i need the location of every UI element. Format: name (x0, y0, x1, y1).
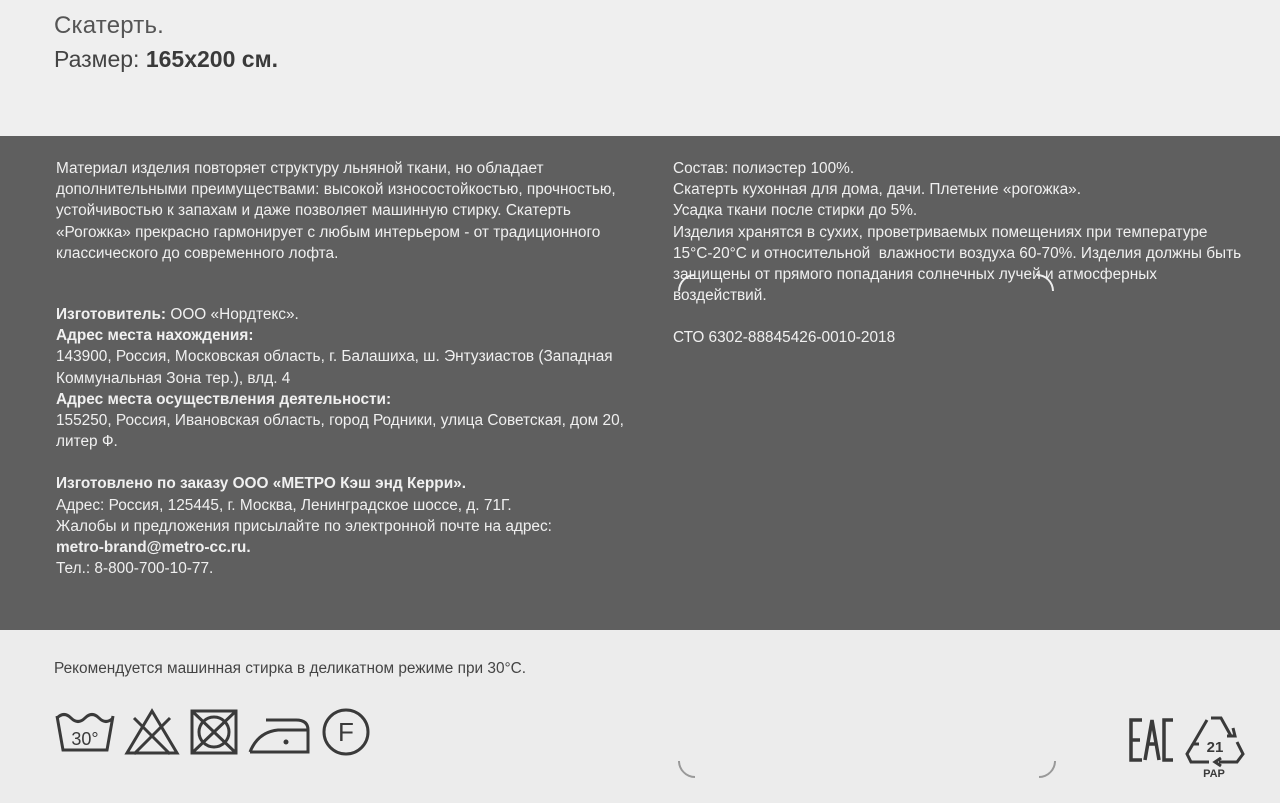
care-section (0, 630, 1280, 803)
right-column (673, 158, 1246, 349)
iron-low-icon (248, 708, 312, 756)
header-section (0, 0, 1280, 136)
product-size (54, 46, 278, 73)
orderer-heading: Изготовлено по заказу ООО «МЕТРО Кэш энд Керри». (56, 475, 467, 493)
manufacturer-label: Изготовитель: (56, 306, 167, 324)
contact-email: metro-brand@metro-cc.ru. (56, 539, 251, 557)
recycle-number: 21 (1206, 739, 1224, 756)
orderer-address: Адрес: Россия, 125445, г. Москва, Ленинградское шоссе, д. 71Г. (56, 496, 512, 514)
wash-30-icon (54, 708, 116, 756)
description-text: Материал изделия повторяет структуру льняной ткани, но обладает дополнительными преимуществами: высокой износостойкостью, прочностью, устойчивостью к запахам и даже позволяет машинную стирку. Скатерть «Рогожка» прекрасно гармонирует с любым интерьером - от традиционного классического до современного лофта. (56, 160, 616, 262)
wash-recommendation: Рекомендуется машинная стирка в деликатном режиме при 30°С. (54, 660, 527, 677)
manufacturer-line (56, 304, 636, 325)
product-title: Скатерть. (54, 12, 165, 39)
no-bleach-icon (124, 708, 180, 756)
activity-label: Адрес места осуществления деятельности: (56, 390, 392, 408)
contact-phone: Тел.: 8-800-700-10-77. (56, 560, 214, 578)
left-column (56, 158, 636, 579)
info-band (0, 136, 1280, 630)
storage-text: Изделия хранятся в сухих, проветриваемых помещениях при температуре 15°C-20°C и относительной влажности воздуха 60-70%. Изделия должны быть защищены от прямого попадания солнечных лучей и атмосферных воздействий. (673, 223, 1246, 305)
usage-text: Скатерть кухонная для дома, дачи. Плетение «рогожка». (673, 181, 1081, 199)
dry-clean-f-icon (320, 706, 372, 758)
recycle-icon (1183, 714, 1245, 778)
composition-text: Состав: полиэстер 100%. (673, 160, 855, 177)
standard-code: СТО 6302-88845426-0010-2018 (673, 329, 896, 347)
size-value: 165x200 см. (145, 46, 278, 72)
recycle-code: PAP (1203, 768, 1225, 778)
dry-clean-letter: F (338, 717, 354, 747)
wash-temp-label: 30° (71, 729, 99, 749)
eac-mark-icon (1128, 716, 1176, 764)
no-tumble-dry-icon (188, 708, 240, 756)
shrinkage-text: Усадка ткани после стирки до 5%. (673, 202, 918, 220)
activity-address: 155250, Россия, Ивановская область, город Родники, улица Советская, дом 20, литер Ф. (56, 412, 624, 451)
location-address: 143900, Россия, Московская область, г. Балашиха, ш. Энтузиастов (Западная Коммунальная Зона тер.), влд. 4 (56, 348, 613, 387)
location-label: Адрес места нахождения: (56, 327, 254, 345)
care-symbols (54, 706, 372, 758)
manufacturer-name: ООО «Нордтекс». (170, 306, 299, 324)
size-label: Размер: (54, 46, 140, 72)
complaints-text: Жалобы и предложения присылайте по электронной почте на адрес: (56, 517, 552, 535)
